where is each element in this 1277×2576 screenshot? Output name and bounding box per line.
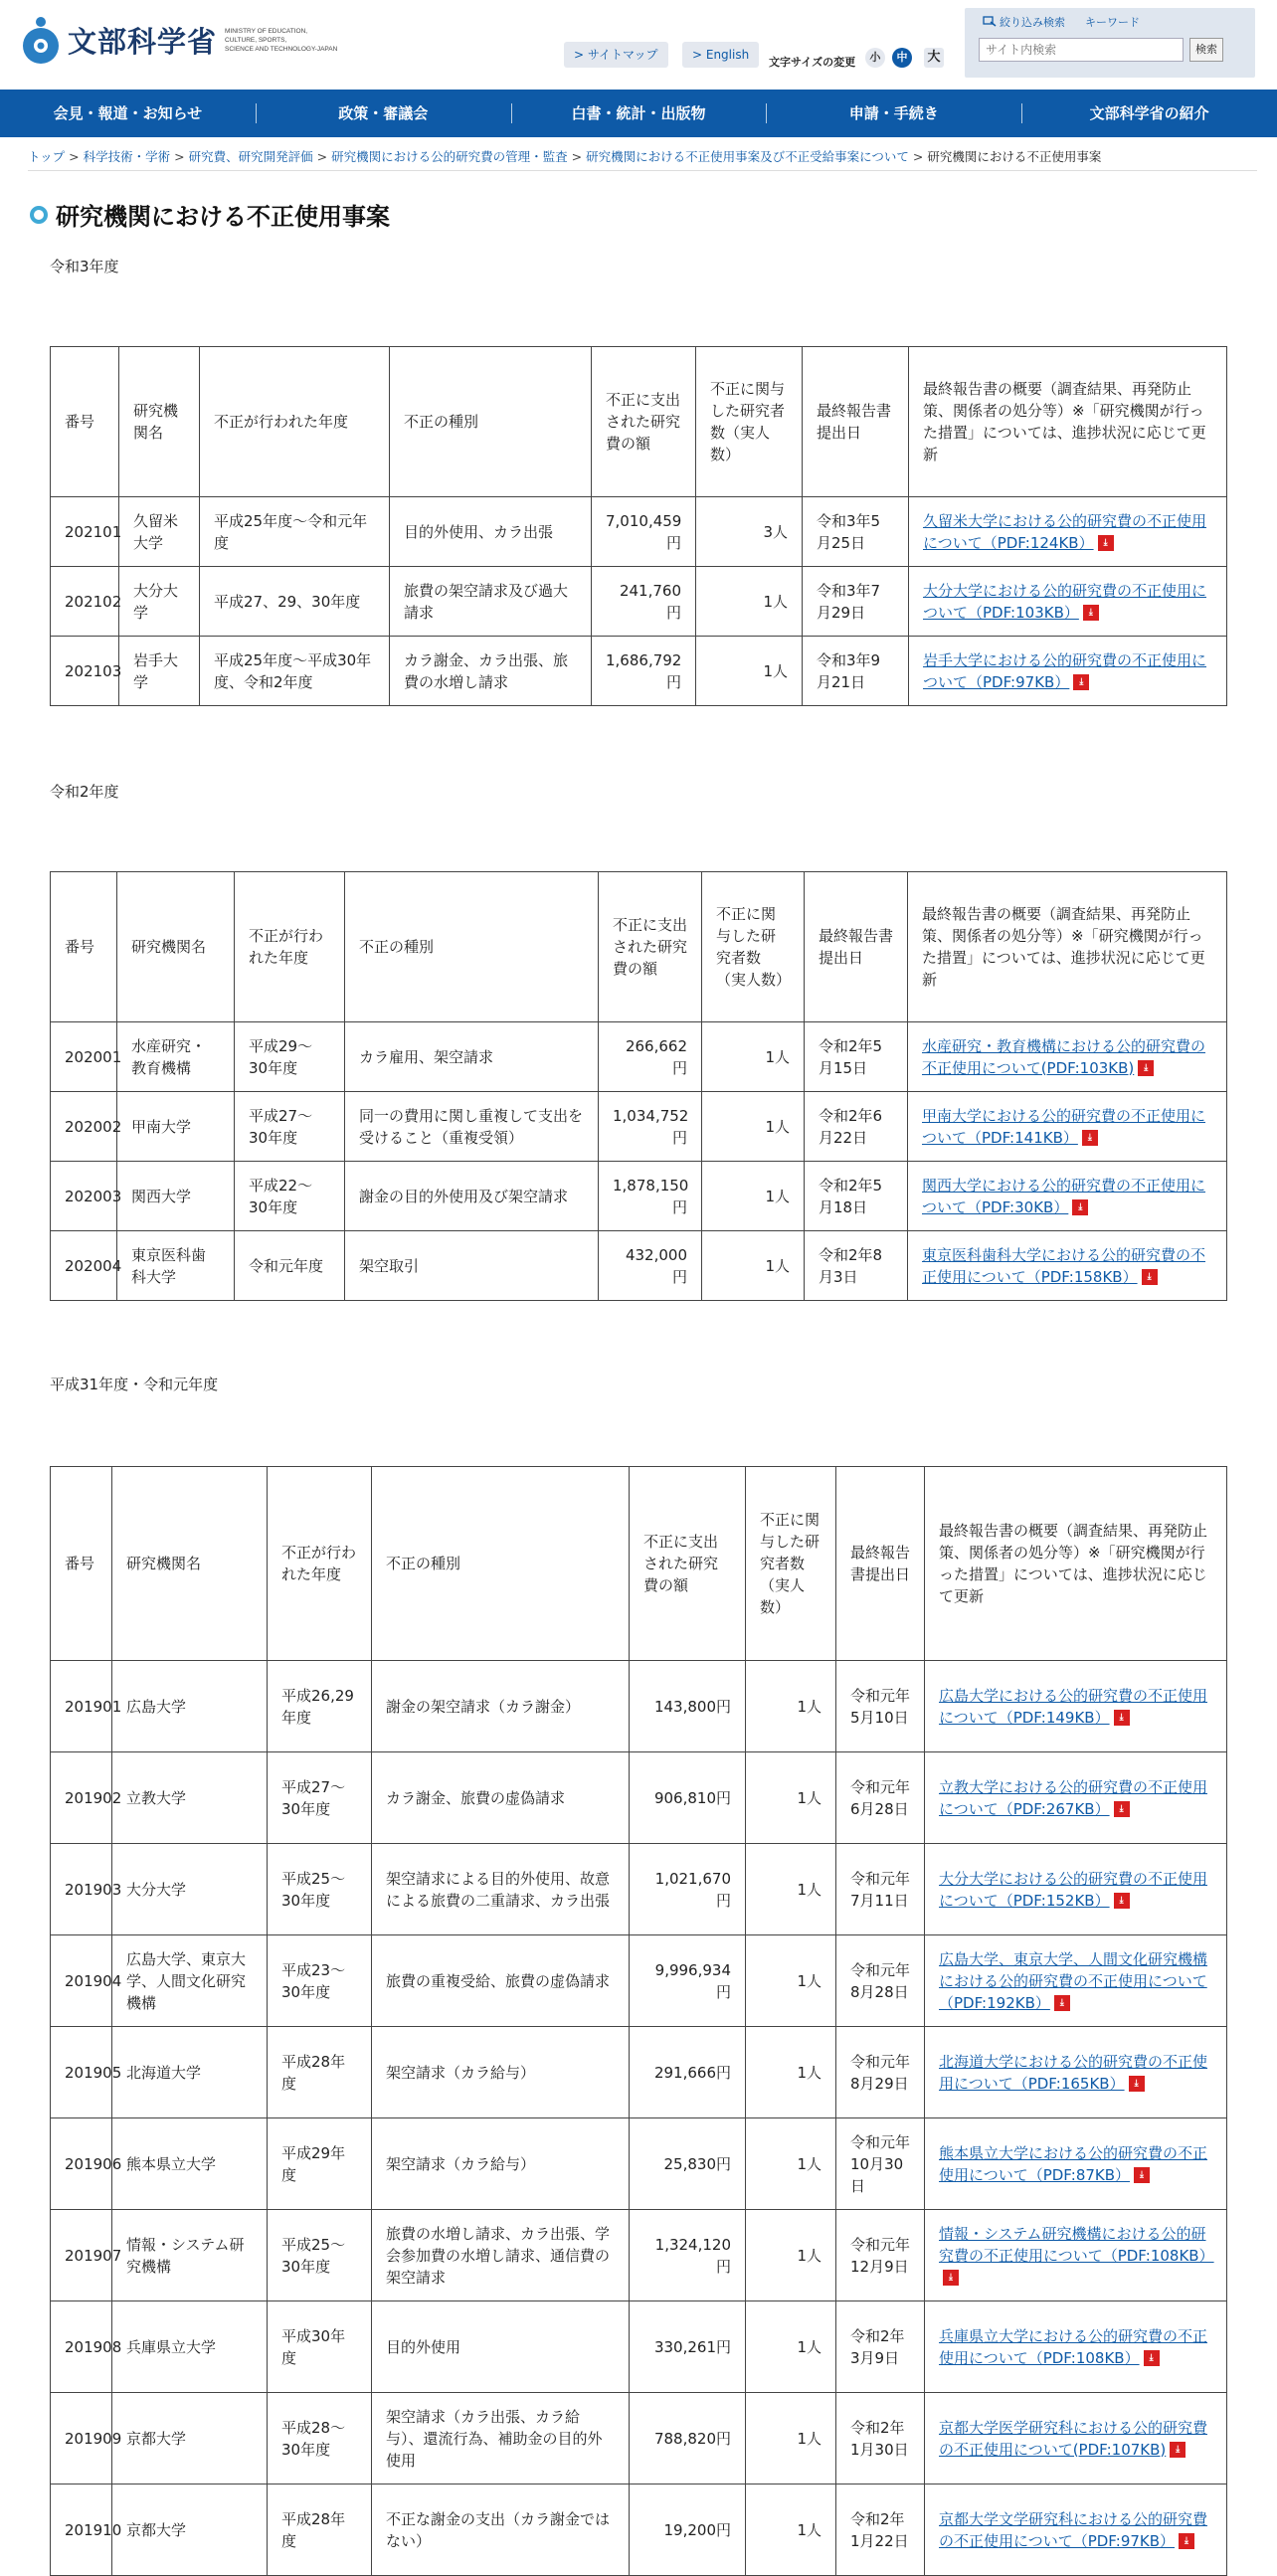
site-header [0,0,1277,90]
header-year: 不正が行われた年度 [235,872,345,1022]
cell-report [925,2027,1227,2118]
search-panel [965,8,1255,78]
cell-people: 1人 [746,2118,836,2210]
cell-no: 202103 [51,637,119,706]
cell-report [909,567,1227,637]
report-pdf-link[interactable]: 広島大学、東京大学、人間文化研究機構における公的研究費の不正使用について（PDF:192KB） [939,1949,1208,2012]
table-row [51,2118,1227,2210]
report-pdf-link[interactable]: 広島大学における公的研究費の不正使用について（PDF:149KB） [939,1686,1208,1727]
cell-people: 1人 [746,1935,836,2027]
misuse-table-h31 [50,1466,1227,2576]
report-pdf-link[interactable]: 久留米大学における公的研究費の不正使用について（PDF:124KB） [923,511,1207,552]
cell-year: 平成25～30年度 [268,2210,372,2301]
cell-report [908,1092,1227,1162]
header-date: 最終報告書提出日 [805,872,908,1022]
cell-report [925,2484,1227,2576]
table-row [51,1231,1227,1301]
font-size-medium-button[interactable]: 中 [892,48,912,68]
cell-amount: 1,034,752円 [599,1092,702,1162]
table-row [51,1935,1227,2027]
cell-org: 岩手大学 [119,637,200,706]
nav-publications[interactable]: 白書・統計・出版物 [511,90,767,137]
pdf-icon: ⤓ [1073,674,1089,690]
table-row [51,1661,1227,1752]
cell-type: カラ雇用、架空請求 [345,1022,599,1092]
header-no: 番号 [51,872,117,1022]
cell-type: 旅費の水増し請求、カラ出張、学会参加費の水増し請求、通信費の架空請求 [372,2210,630,2301]
logo-title: 文部科学省 [68,24,218,59]
cell-date: 令和元年7月11日 [836,1844,925,1935]
cell-people: 1人 [746,1661,836,1752]
cell-year: 平成27～30年度 [268,1752,372,1844]
cell-year: 平成27～30年度 [235,1092,345,1162]
cell-amount: 1,021,670円 [630,1844,746,1935]
cell-year: 平成28～30年度 [268,2393,372,2484]
title-bullet-icon [30,206,48,224]
report-pdf-link[interactable]: 関西大学における公的研究費の不正使用について（PDF:30KB） [922,1176,1206,1216]
cell-people: 1人 [746,1752,836,1844]
cell-no: 202001 [51,1022,117,1092]
cell-type: 謝金の目的外使用及び架空請求 [345,1162,599,1231]
cell-people: 1人 [746,2027,836,2118]
report-pdf-link[interactable]: 兵庫県立大学における公的研究費の不正使用について（PDF:108KB） [939,2326,1208,2367]
report-pdf-link[interactable]: 熊本県立大学における公的研究費の不正使用について（PDF:87KB） [939,2143,1208,2184]
cell-amount: 266,662円 [599,1022,702,1092]
breadcrumb: トップ > 科学技術・学術 > 研究費、研究開発評価 > 研究機関における公的研究費の管理・監査 > 研究機関における不正使用事案及び不正受給事案について > 研究機関における不正使用事案 [28,149,1102,164]
cell-type: カラ謝金、カラ出張、旅費の水増し請求 [390,637,592,706]
cell-report [908,1162,1227,1231]
cell-no: 201901 [51,1661,112,1752]
cell-date: 令和元年5月10日 [836,1661,925,1752]
cell-type: 目的外使用、カラ出張 [390,497,592,567]
cell-report [925,1752,1227,1844]
cell-amount: 432,000円 [599,1231,702,1301]
cell-type: 架空請求（カラ出張、カラ給与）、還流行為、補助金の目的外使用 [372,2393,630,2484]
header-year: 不正が行われた年度 [200,347,390,497]
cell-amount: 9,996,934円 [630,1935,746,2027]
cell-date: 令和2年1月22日 [836,2484,925,2576]
cell-amount: 906,810円 [630,1752,746,1844]
header-amount: 不正に支出された研究費の額 [592,347,696,497]
cell-people: 1人 [696,567,803,637]
cell-amount: 1,324,120円 [630,2210,746,2301]
section-label: 令和3年度 [50,258,119,276]
cell-year: 平成28年度 [268,2484,372,2576]
table-row [51,1092,1227,1162]
cell-report [925,2301,1227,2393]
cell-year: 平成30年度 [268,2301,372,2393]
cell-people: 1人 [702,1162,805,1231]
nav-applications[interactable]: 申請・手続き [766,90,1021,137]
breadcrumb-link[interactable]: 科学技術・学術 [83,149,171,164]
cell-amount: 1,878,150円 [599,1162,702,1231]
breadcrumb-link[interactable]: 研究機関における不正使用事案及び不正受給事案について [586,149,909,164]
font-size-large-button[interactable]: 大 [924,48,944,68]
header-people: 不正に関与した研究者数（実人数） [696,347,803,497]
cell-no: 201904 [51,1935,112,2027]
pdf-icon: ⤓ [1134,2167,1150,2183]
font-size-small-button[interactable]: 小 [865,48,885,68]
cell-people: 1人 [746,1844,836,1935]
cell-year: 令和元年度 [235,1231,345,1301]
report-pdf-link[interactable]: 京都大学文学研究科における公的研究費の不正使用について（PDF:97KB） [939,2509,1208,2550]
cell-year: 平成23～30年度 [268,1935,372,2027]
cell-people: 1人 [702,1231,805,1301]
keyword-search-tab[interactable]: キーワード [1085,16,1140,29]
cell-report [909,497,1227,567]
cell-report [925,1661,1227,1752]
report-pdf-link[interactable]: 立教大学における公的研究費の不正使用について（PDF:267KB） [939,1777,1208,1818]
pdf-icon: ⤓ [1114,1801,1130,1817]
cell-amount: 241,760円 [592,567,696,637]
cell-people: 1人 [746,2210,836,2301]
cell-org: 甲南大学 [117,1092,235,1162]
table-row [51,567,1227,637]
cell-no: 202002 [51,1092,117,1162]
cell-no: 201910 [51,2484,112,2576]
table-row [51,497,1227,567]
cell-amount: 330,261円 [630,2301,746,2393]
cell-type: 旅費の架空請求及び過大請求 [390,567,592,637]
header-date: 最終報告書提出日 [803,347,909,497]
table-row [51,2210,1227,2301]
table-row [51,2301,1227,2393]
pdf-icon: ⤓ [1114,1710,1130,1726]
cell-people: 1人 [702,1092,805,1162]
cell-people: 3人 [696,497,803,567]
search-filter-icon [983,16,997,27]
nav-press[interactable]: 会見・報道・お知らせ [53,104,203,122]
breadcrumb-current: 研究機関における不正使用事案 [927,149,1102,164]
table-header-row [51,347,1227,497]
cell-amount: 291,666円 [630,2027,746,2118]
cell-date: 令和元年8月28日 [836,1935,925,2027]
cell-date: 令和2年5月15日 [805,1022,908,1092]
table-row [51,1162,1227,1231]
cell-type: 同一の費用に関し重複して支出を受けること（重複受領） [345,1092,599,1162]
cell-report [925,1844,1227,1935]
nav-about[interactable]: 文部科学省の紹介 [1021,90,1277,137]
cell-report [908,1231,1227,1301]
cell-year: 平成26,29年度 [268,1661,372,1752]
pdf-icon: ⤓ [1170,2442,1186,2458]
header-type: 不正の種別 [345,872,599,1022]
cell-org: 久留米大学 [119,497,200,567]
cell-date: 令和元年10月30日 [836,2118,925,2210]
header-date: 最終報告書提出日 [836,1467,925,1661]
breadcrumb-link[interactable]: 研究機関における公的研究費の管理・監査 [331,149,568,164]
table-row [51,1752,1227,1844]
english-link[interactable]: > English [682,42,759,68]
cell-date: 令和3年5月25日 [803,497,909,567]
cell-report [908,1022,1227,1092]
breadcrumb-link[interactable]: トップ [28,149,66,164]
cell-people: 1人 [696,637,803,706]
table-row [51,2027,1227,2118]
cell-amount: 19,200円 [630,2484,746,2576]
report-pdf-link[interactable]: 京都大学医学研究科における公的研究費の不正使用について(PDF:107KB) [939,2418,1208,2459]
cell-date: 令和3年9月21日 [803,637,909,706]
cell-people: 1人 [746,2484,836,2576]
misuse-table-r3 [50,346,1227,706]
cell-type: 架空請求（カラ給与） [372,2118,630,2210]
pdf-icon: ⤓ [1142,1269,1158,1285]
site-search-input[interactable] [979,38,1184,62]
header-amount: 不正に支出された研究費の額 [630,1467,746,1661]
header-no: 番号 [51,1467,112,1661]
table-row [51,2484,1227,2576]
cell-date: 令和元年12月9日 [836,2210,925,2301]
cell-date: 令和3年7月29日 [803,567,909,637]
pdf-icon: ⤓ [1054,1995,1070,2011]
pdf-icon: ⤓ [1138,1060,1154,1076]
cell-year: 平成27、29、30年度 [200,567,390,637]
cell-amount: 1,686,792円 [592,637,696,706]
cell-no: 201906 [51,2118,112,2210]
cell-date: 令和2年5月18日 [805,1162,908,1231]
cell-no: 202003 [51,1162,117,1231]
nav-policy[interactable]: 政策・審議会 [256,90,511,137]
cell-amount: 788,820円 [630,2393,746,2484]
cell-amount: 7,010,459円 [592,497,696,567]
cell-date: 令和2年3月9日 [836,2301,925,2393]
table-row [51,1022,1227,1092]
cell-date: 令和2年8月3日 [805,1231,908,1301]
cell-no: 202102 [51,567,119,637]
report-pdf-link[interactable]: 甲南大学における公的研究費の不正使用について（PDF:141KB） [922,1106,1206,1147]
cell-type: 謝金の架空請求（カラ謝金） [372,1661,630,1752]
cell-date: 令和2年1月30日 [836,2393,925,2484]
cell-org: 京都大学 [112,2393,268,2484]
header-org: 研究機関名 [119,347,200,497]
search-tabs [983,14,1140,30]
header-year: 不正が行われた年度 [268,1467,372,1661]
table-row [51,1844,1227,1935]
cell-no: 201907 [51,2210,112,2301]
cell-report [925,1935,1227,2027]
cell-type: カラ謝金、旅費の虚偽請求 [372,1752,630,1844]
cell-org: 大分大学 [112,1844,268,1935]
section-label: 平成31年度・令和元年度 [50,1376,219,1393]
cell-org: 広島大学、東京大学、人間文化研究機構 [112,1935,268,2027]
header-org: 研究機関名 [112,1467,268,1661]
pdf-icon: ⤓ [1114,1893,1130,1909]
breadcrumb-link[interactable]: 研究費、研究開発評価 [188,149,313,164]
table-row [51,637,1227,706]
cell-type: 目的外使用 [372,2301,630,2393]
header-people: 不正に関与した研究者数（実人数） [702,872,805,1022]
filter-search-tab[interactable]: 絞り込み検索 [983,14,1065,30]
cell-year: 平成25年度～平成30年度、令和2年度 [200,637,390,706]
cell-no: 202004 [51,1231,117,1301]
cell-report [925,2393,1227,2484]
report-pdf-link[interactable]: 北海道大学における公的研究費の不正使用について（PDF:165KB） [939,2052,1208,2093]
header-type: 不正の種別 [372,1467,630,1661]
cell-no: 201908 [51,2301,112,2393]
pdf-icon: ⤓ [1144,2350,1160,2366]
header-type: 不正の種別 [390,347,592,497]
cell-org: 熊本県立大学 [112,2118,268,2210]
search-button[interactable]: 検索 [1189,38,1223,62]
pdf-icon: ⤓ [1082,1130,1098,1146]
cell-no: 201905 [51,2027,112,2118]
cell-report [909,637,1227,706]
cell-no: 202101 [51,497,119,567]
logo-subtitle: MINISTRY OF EDUCATION, CULTURE, SPORTS, SCIENCE AND TECHNOLOGY-JAPAN [225,27,338,53]
pdf-icon: ⤓ [1179,2533,1194,2549]
cell-year: 平成29～30年度 [235,1022,345,1092]
header-report: 最終報告書の概要（調査結果、再発防止策、関係者の処分等）※「研究機関が行った措置」については、進捗状況に応じて更新 [925,1467,1227,1661]
cell-type: 架空取引 [345,1231,599,1301]
cell-year: 平成25年度～令和元年度 [200,497,390,567]
cell-org: 情報・システム研究機構 [112,2210,268,2301]
global-nav [0,90,1277,137]
cell-no: 201902 [51,1752,112,1844]
cell-report [925,2118,1227,2210]
cell-date: 令和2年6月22日 [805,1092,908,1162]
pdf-icon: ⤓ [1072,1199,1088,1215]
misuse-table-r2 [50,871,1227,1301]
cell-org: 兵庫県立大学 [112,2301,268,2393]
report-pdf-link[interactable]: 岩手大学における公的研究費の不正使用について（PDF:97KB） [923,650,1207,691]
mext-logo-icon [20,14,62,66]
cell-no: 201903 [51,1844,112,1935]
pdf-icon: ⤓ [943,2270,959,2286]
cell-people: 1人 [746,2301,836,2393]
cell-people: 1人 [746,2393,836,2484]
report-pdf-link[interactable]: 大分大学における公的研究費の不正使用について（PDF:103KB） [923,581,1207,622]
page-title: 研究機関における不正使用事案 [30,197,390,232]
header-report: 最終報告書の概要（調査結果、再発防止策、関係者の処分等）※「研究機関が行った措置」については、進捗状況に応じて更新 [908,872,1227,1022]
cell-org: 北海道大学 [112,2027,268,2118]
header-report: 最終報告書の概要（調査結果、再発防止策、関係者の処分等）※「研究機関が行った措置」については、進捗状況に応じて更新 [909,347,1227,497]
cell-type: 架空請求による目的外使用、故意による旅費の二重請求、カラ出張 [372,1844,630,1935]
sitemap-link[interactable]: > サイトマップ [564,42,668,68]
pdf-icon: ⤓ [1098,535,1114,551]
header-org: 研究機関名 [117,872,235,1022]
cell-year: 平成25～30年度 [268,1844,372,1935]
section-label: 令和2年度 [50,783,119,801]
cell-org: 関西大学 [117,1162,235,1231]
cell-org: 水産研究・教育機構 [117,1022,235,1092]
report-pdf-link[interactable]: 東京医科歯科大学における公的研究費の不正使用について（PDF:158KB） [922,1245,1206,1286]
cell-type: 架空請求（カラ給与） [372,2027,630,2118]
header-no: 番号 [51,347,119,497]
cell-date: 令和元年8月29日 [836,2027,925,2118]
report-pdf-link[interactable]: 大分大学における公的研究費の不正使用について（PDF:152KB） [939,1869,1208,1910]
cell-org: 大分大学 [119,567,200,637]
cell-org: 広島大学 [112,1661,268,1752]
cell-type: 不正な謝金の支出（カラ謝金ではない） [372,2484,630,2576]
cell-no: 201909 [51,2393,112,2484]
header-people: 不正に関与した研究者数（実人数） [746,1467,836,1661]
cell-report [925,2210,1227,2301]
pdf-icon: ⤓ [1083,605,1099,621]
table-row [51,2393,1227,2484]
table-header-row [51,872,1227,1022]
pdf-icon: ⤓ [1129,2076,1145,2092]
site-logo[interactable] [20,14,337,66]
font-size-label: 文字サイズの変更 [769,56,856,69]
cell-people: 1人 [702,1022,805,1092]
cell-org: 京都大学 [112,2484,268,2576]
cell-org: 東京医科歯科大学 [117,1231,235,1301]
breadcrumb-divider [28,170,1257,171]
cell-date: 令和元年6月28日 [836,1752,925,1844]
cell-year: 平成29年度 [268,2118,372,2210]
cell-amount: 143,800円 [630,1661,746,1752]
header-amount: 不正に支出された研究費の額 [599,872,702,1022]
cell-year: 平成22～30年度 [235,1162,345,1231]
cell-org: 立教大学 [112,1752,268,1844]
cell-year: 平成28年度 [268,2027,372,2118]
cell-type: 旅費の重複受給、旅費の虚偽請求 [372,1935,630,2027]
cell-amount: 25,830円 [630,2118,746,2210]
table-header-row [51,1467,1227,1661]
report-pdf-link[interactable]: 水産研究・教育機構における公的研究費の不正使用について(PDF:103KB) [922,1036,1206,1077]
report-pdf-link[interactable]: 情報・システム研究機構における公的研究費の不正使用について（PDF:108KB） [939,2224,1214,2265]
